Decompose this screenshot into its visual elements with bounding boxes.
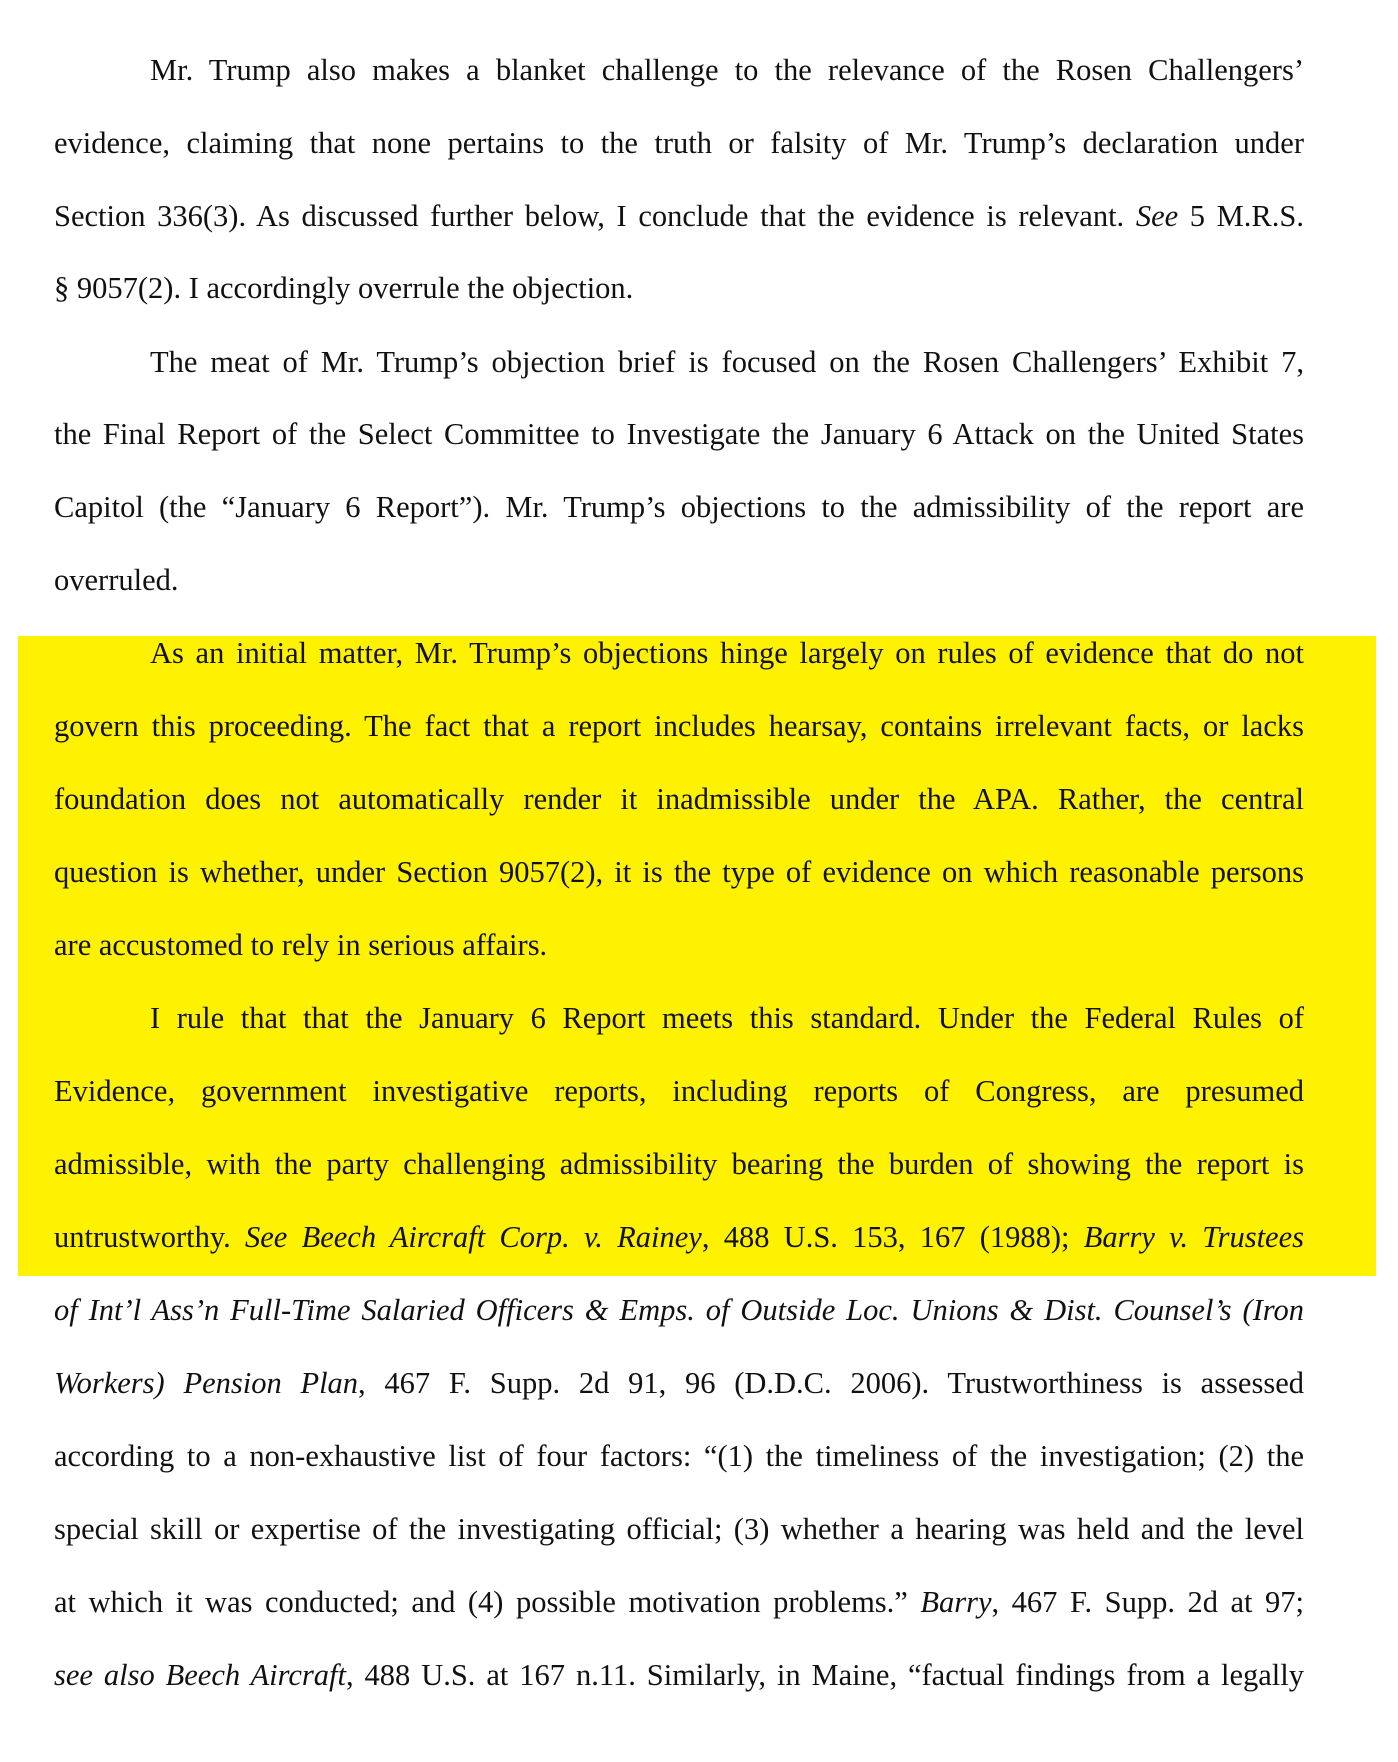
text-line: overruled.	[54, 563, 179, 597]
text-line: the Final Report of the Select Committee to Investigate the January 6 Attack on the United States	[54, 417, 1304, 451]
text-line: admissible, with the party challenging admissibility bearing the burden of showing the report is	[54, 1147, 1304, 1181]
text-line: special skill or expertise of the investigating official; (3) whether a hearing was held and the level	[54, 1512, 1304, 1546]
text-line: Mr. Trump also makes a blanket challenge to the relevance of the Rosen Challengers’	[150, 53, 1304, 87]
text-line: according to a non-exhaustive list of four factors: “(1) the timeliness of the investigation; (2) the	[54, 1439, 1304, 1473]
text-run: , 467 F. Supp. 2d 91, 96 (D.D.C. 2006). Trustworthiness is assessed	[358, 1366, 1304, 1400]
text-line: Capitol (the “January 6 Report”). Mr. Trump’s objections to the admissibility of the report are	[54, 490, 1304, 524]
text-line	[54, 1290, 1304, 1330]
text-run: Section 336(3). As discussed further below, I conclude that the evidence is relevant.	[54, 199, 1136, 233]
text-line	[54, 196, 1304, 236]
text-line: are accustomed to rely in serious affairs.	[54, 928, 548, 962]
text-line: evidence, claiming that none pertains to the truth or falsity of Mr. Trump’s declaration under	[54, 126, 1304, 160]
text-run: , 467 F. Supp. 2d at 97;	[991, 1585, 1304, 1619]
text-line	[54, 1582, 1304, 1622]
text-line: govern this proceeding. The fact that a report includes hearsay, contains irrelevant facts, or lacks	[54, 709, 1304, 743]
case-citation: See Beech Aircraft Corp. v. Rainey	[245, 1220, 702, 1254]
text-line: As an initial matter, Mr. Trump’s objections hinge largely on rules of evidence that do not	[150, 636, 1304, 670]
text-run: , 488 U.S. at 167 n.11. Similarly, in Maine, “factual findings from a legally	[345, 1658, 1304, 1692]
text-line: Evidence, government investigative reports, including reports of Congress, are presumed	[54, 1074, 1304, 1108]
text-run: untrustworthy.	[54, 1220, 246, 1254]
citation-signal: See	[1135, 199, 1179, 233]
text-line: I rule that that the January 6 Report meets this standard. Under the Federal Rules of	[150, 1001, 1304, 1035]
text-run: 5 M.R.S.	[1178, 199, 1304, 233]
case-citation: Barry	[920, 1585, 992, 1619]
text-run: , 488 U.S. 153, 167 (1988);	[701, 1220, 1084, 1254]
case-citation: see also Beech Aircraft	[54, 1658, 346, 1692]
text-line: § 9057(2). I accordingly overrule the objection.	[54, 271, 634, 305]
case-citation: of Int’l Ass’n Full-Time Salaried Officers & Emps. of Outside Loc. Unions & Dist. Counsel’s (Iron	[54, 1293, 1304, 1327]
case-citation: Workers) Pension Plan	[54, 1366, 359, 1400]
case-citation: Barry v. Trustees	[1083, 1220, 1304, 1254]
text-line	[54, 1217, 1304, 1257]
text-line: foundation does not automatically render it inadmissible under the APA. Rather, the central	[54, 782, 1304, 816]
text-line: The meat of Mr. Trump’s objection brief is focused on the Rosen Challengers’ Exhibit 7,	[150, 345, 1304, 379]
text-line	[54, 1363, 1304, 1403]
text-line: question is whether, under Section 9057(2), it is the type of evidence on which reasonable persons	[54, 855, 1304, 889]
text-line	[54, 1655, 1304, 1695]
text-run: at which it was conducted; and (4) possible motivation problems.”	[54, 1585, 921, 1619]
